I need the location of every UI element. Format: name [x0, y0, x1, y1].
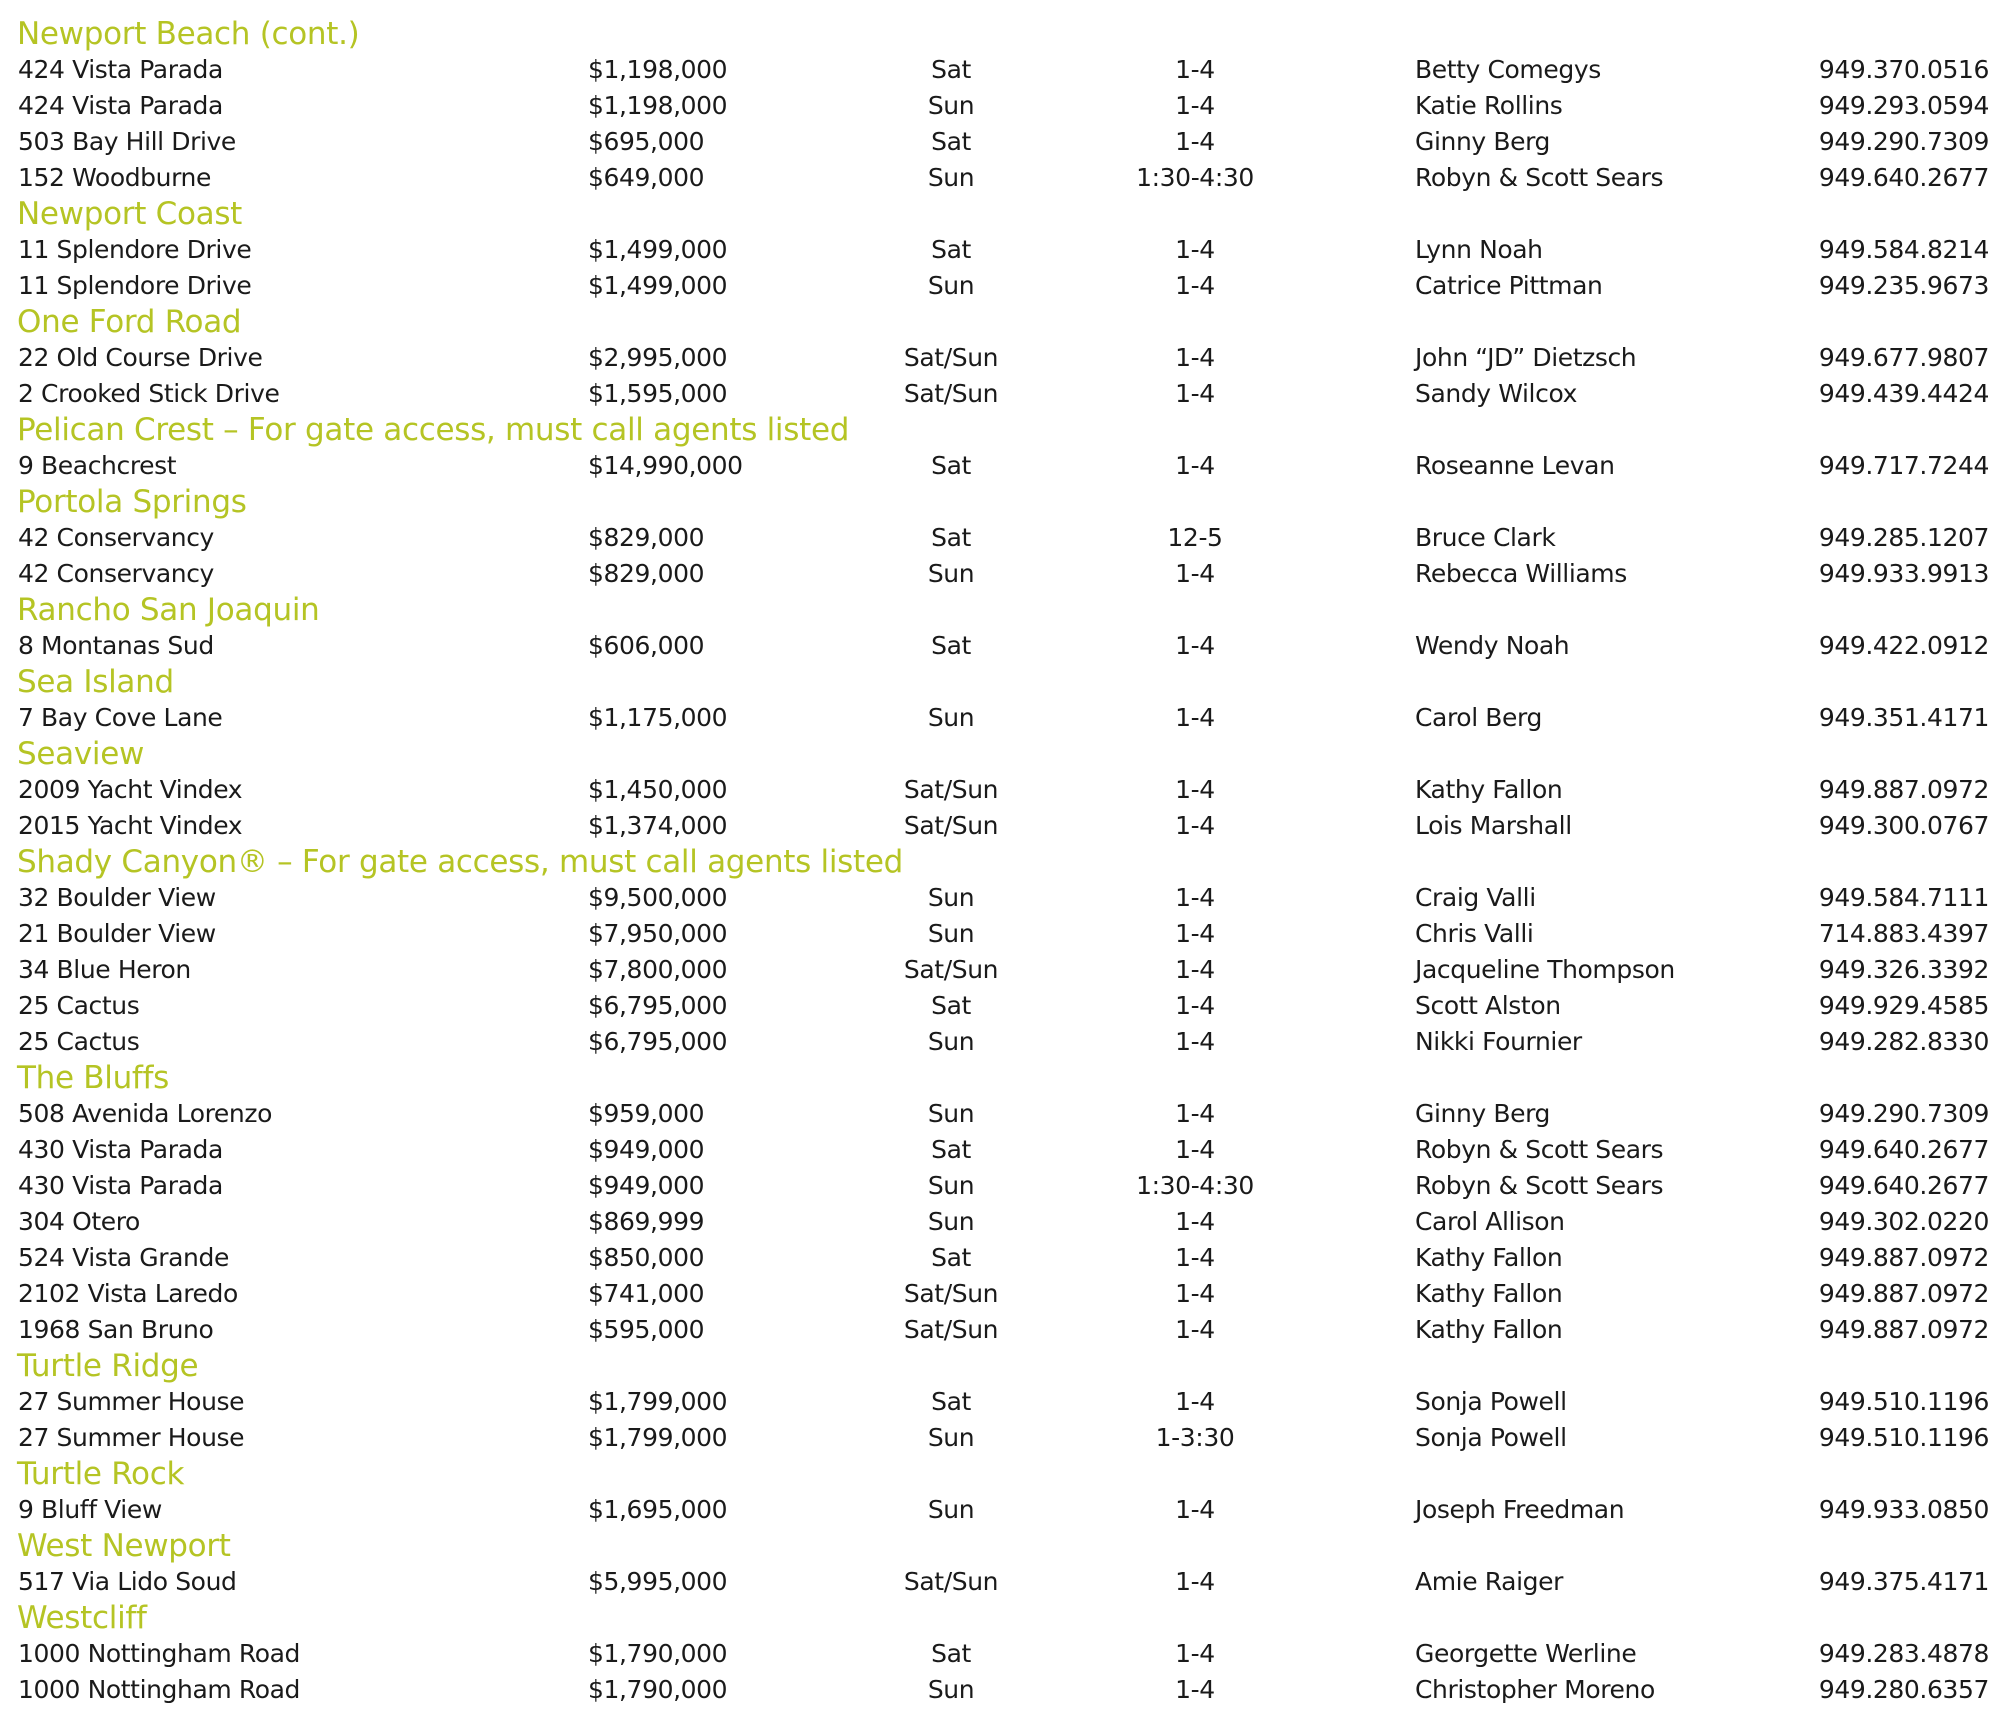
agent-cell: Roseanne Levan — [1415, 451, 1615, 480]
listing-row — [0, 232, 2014, 268]
price-cell: $695,000 — [588, 127, 705, 156]
phone-cell: 949.717.7244 — [1818, 451, 1989, 480]
phone-cell: 949.510.1196 — [1818, 1423, 1989, 1452]
section-heading: The Bluffs — [17, 1060, 170, 1096]
agent-cell: Catrice Pittman — [1415, 271, 1603, 300]
price-cell: $7,950,000 — [588, 919, 728, 948]
price-cell: $1,790,000 — [588, 1639, 728, 1668]
section-heading: Pelican Crest – For gate access, must call agents listed — [17, 412, 850, 448]
listing-row — [0, 1636, 2014, 1672]
price-cell: $1,374,000 — [588, 811, 728, 840]
address-cell: 25 Cactus — [18, 1027, 140, 1056]
address-cell: 152 Woodburne — [18, 163, 211, 192]
price-cell: $949,000 — [588, 1171, 705, 1200]
phone-cell: 949.640.2677 — [1818, 1135, 1989, 1164]
day-cell: Sat/Sun — [903, 1279, 999, 1308]
time-cell: 1-4 — [1175, 883, 1215, 912]
address-cell: 32 Boulder View — [18, 883, 216, 912]
agent-cell: Lois Marshall — [1415, 811, 1572, 840]
time-cell: 1-4 — [1175, 919, 1215, 948]
phone-cell: 714.883.4397 — [1818, 919, 1989, 948]
day-cell: Sat/Sun — [903, 379, 999, 408]
time-cell: 1:30-4:30 — [1136, 1171, 1254, 1200]
time-cell: 1-4 — [1175, 631, 1215, 660]
day-cell: Sun — [927, 1207, 975, 1236]
phone-cell: 949.933.0850 — [1818, 1495, 1989, 1524]
phone-cell: 949.235.9673 — [1818, 271, 1989, 300]
agent-cell: Bruce Clark — [1415, 523, 1556, 552]
agent-cell: Lynn Noah — [1415, 235, 1543, 264]
agent-cell: Rebecca Williams — [1415, 559, 1627, 588]
address-cell: 517 Via Lido Soud — [18, 1567, 237, 1596]
section-heading: West Newport — [17, 1528, 231, 1564]
agent-cell: Chris Valli — [1415, 919, 1534, 948]
phone-cell: 949.584.8214 — [1818, 235, 1989, 264]
address-cell: 9 Bluff View — [18, 1495, 162, 1524]
address-cell: 27 Summer House — [18, 1423, 245, 1452]
day-cell: Sun — [927, 1423, 975, 1452]
agent-cell: Carol Berg — [1415, 703, 1542, 732]
phone-cell: 949.290.7309 — [1818, 1099, 1989, 1128]
phone-cell: 949.887.0972 — [1818, 1279, 1989, 1308]
day-cell: Sat — [931, 235, 971, 264]
agent-cell: Robyn & Scott Sears — [1415, 163, 1664, 192]
price-cell: $1,198,000 — [588, 55, 728, 84]
day-cell: Sun — [927, 1675, 975, 1704]
section-heading: Turtle Rock — [17, 1456, 185, 1492]
price-cell: $959,000 — [588, 1099, 705, 1128]
phone-cell: 949.370.0516 — [1818, 55, 1989, 84]
time-cell: 1-4 — [1175, 1675, 1215, 1704]
agent-cell: Wendy Noah — [1415, 631, 1570, 660]
agent-cell: Kathy Fallon — [1415, 1315, 1563, 1344]
agent-cell: Nikki Fournier — [1415, 1027, 1582, 1056]
listing-row — [0, 808, 2014, 844]
price-cell: $1,499,000 — [588, 235, 728, 264]
address-cell: 430 Vista Parada — [18, 1135, 223, 1164]
listing-row — [0, 700, 2014, 736]
section-heading: Sea Island — [17, 664, 174, 700]
address-cell: 2009 Yacht Vindex — [18, 775, 243, 804]
address-cell: 424 Vista Parada — [18, 91, 223, 120]
price-cell: $14,990,000 — [588, 451, 743, 480]
price-cell: $5,995,000 — [588, 1567, 728, 1596]
day-cell: Sun — [927, 271, 975, 300]
day-cell: Sat — [931, 1387, 971, 1416]
agent-cell: Robyn & Scott Sears — [1415, 1135, 1664, 1164]
listing-row — [0, 448, 2014, 484]
agent-cell: Sonja Powell — [1415, 1423, 1567, 1452]
price-cell: $7,800,000 — [588, 955, 728, 984]
section-heading: Shady Canyon® – For gate access, must call agents listed — [17, 844, 904, 880]
day-cell: Sun — [927, 1027, 975, 1056]
time-cell: 1-4 — [1175, 91, 1215, 120]
listing-row — [0, 1276, 2014, 1312]
listing-row — [0, 268, 2014, 304]
time-cell: 1-4 — [1175, 955, 1215, 984]
address-cell: 503 Bay Hill Drive — [18, 127, 236, 156]
address-cell: 304 Otero — [18, 1207, 140, 1236]
phone-cell: 949.887.0972 — [1818, 775, 1989, 804]
day-cell: Sun — [927, 559, 975, 588]
listing-row — [0, 1384, 2014, 1420]
listing-row — [0, 376, 2014, 412]
price-cell: $6,795,000 — [588, 991, 728, 1020]
price-cell: $9,500,000 — [588, 883, 728, 912]
listing-row — [0, 1096, 2014, 1132]
time-cell: 1-4 — [1175, 1315, 1215, 1344]
day-cell: Sat/Sun — [903, 1315, 999, 1344]
time-cell: 1-4 — [1175, 991, 1215, 1020]
time-cell: 12-5 — [1167, 523, 1223, 552]
price-cell: $1,198,000 — [588, 91, 728, 120]
day-cell: Sat/Sun — [903, 1567, 999, 1596]
listing-row — [0, 1132, 2014, 1168]
phone-cell: 949.510.1196 — [1818, 1387, 1989, 1416]
listing-row — [0, 952, 2014, 988]
listing-row — [0, 628, 2014, 664]
day-cell: Sat — [931, 55, 971, 84]
day-cell: Sat — [931, 523, 971, 552]
address-cell: 11 Splendore Drive — [18, 271, 252, 300]
agent-cell: Kathy Fallon — [1415, 1243, 1563, 1272]
section-heading: Newport Coast — [17, 196, 243, 232]
price-cell: $595,000 — [588, 1315, 705, 1344]
agent-cell: Christopher Moreno — [1415, 1675, 1655, 1704]
listing-row — [0, 772, 2014, 808]
agent-cell: Betty Comegys — [1415, 55, 1601, 84]
phone-cell: 949.326.3392 — [1818, 955, 1989, 984]
listing-row — [0, 1312, 2014, 1348]
phone-cell: 949.640.2677 — [1818, 163, 1989, 192]
time-cell: 1-3:30 — [1155, 1423, 1235, 1452]
day-cell: Sat/Sun — [903, 343, 999, 372]
section-heading: Seaview — [17, 736, 145, 772]
phone-cell: 949.375.4171 — [1818, 1567, 1989, 1596]
time-cell: 1-4 — [1175, 1135, 1215, 1164]
address-cell: 11 Splendore Drive — [18, 235, 252, 264]
time-cell: 1-4 — [1175, 1567, 1215, 1596]
address-cell: 424 Vista Parada — [18, 55, 223, 84]
day-cell: Sat/Sun — [903, 955, 999, 984]
price-cell: $1,799,000 — [588, 1423, 728, 1452]
phone-cell: 949.677.9807 — [1818, 343, 1989, 372]
phone-cell: 949.584.7111 — [1818, 883, 1989, 912]
price-cell: $649,000 — [588, 163, 705, 192]
address-cell: 430 Vista Parada — [18, 1171, 223, 1200]
section-heading: Turtle Ridge — [17, 1348, 199, 1384]
address-cell: 21 Boulder View — [18, 919, 216, 948]
day-cell: Sat — [931, 451, 971, 480]
time-cell: 1-4 — [1175, 271, 1215, 300]
time-cell: 1-4 — [1175, 1207, 1215, 1236]
listing-row — [0, 1240, 2014, 1276]
address-cell: 42 Conservancy — [18, 523, 214, 552]
time-cell: 1-4 — [1175, 1027, 1215, 1056]
agent-cell: Kathy Fallon — [1415, 1279, 1563, 1308]
listing-row — [0, 340, 2014, 376]
time-cell: 1-4 — [1175, 1495, 1215, 1524]
agent-cell: Joseph Freedman — [1415, 1495, 1625, 1524]
price-cell: $1,790,000 — [588, 1675, 728, 1704]
price-cell: $1,799,000 — [588, 1387, 728, 1416]
time-cell: 1-4 — [1175, 1099, 1215, 1128]
price-cell: $1,175,000 — [588, 703, 728, 732]
agent-cell: Carol Allison — [1415, 1207, 1565, 1236]
day-cell: Sat — [931, 127, 971, 156]
listing-row — [0, 1168, 2014, 1204]
section-heading: Rancho San Joaquin — [17, 592, 320, 628]
listing-row — [0, 52, 2014, 88]
address-cell: 508 Avenida Lorenzo — [18, 1099, 272, 1128]
address-cell: 2102 Vista Laredo — [18, 1279, 238, 1308]
price-cell: $949,000 — [588, 1135, 705, 1164]
day-cell: Sat/Sun — [903, 811, 999, 840]
time-cell: 1-4 — [1175, 55, 1215, 84]
agent-cell: Ginny Berg — [1415, 127, 1550, 156]
listing-row — [0, 1420, 2014, 1456]
listing-row — [0, 124, 2014, 160]
listing-row — [0, 1204, 2014, 1240]
time-cell: 1-4 — [1175, 775, 1215, 804]
time-cell: 1-4 — [1175, 235, 1215, 264]
price-cell: $869,999 — [588, 1207, 705, 1236]
address-cell: 7 Bay Cove Lane — [18, 703, 223, 732]
phone-cell: 949.422.0912 — [1818, 631, 1989, 660]
section-heading: Westcliff — [17, 1600, 147, 1636]
address-cell: 25 Cactus — [18, 991, 140, 1020]
price-cell: $1,450,000 — [588, 775, 728, 804]
price-cell: $1,595,000 — [588, 379, 728, 408]
day-cell: Sun — [927, 703, 975, 732]
agent-cell: Ginny Berg — [1415, 1099, 1550, 1128]
day-cell: Sun — [927, 1099, 975, 1128]
day-cell: Sun — [927, 163, 975, 192]
time-cell: 1-4 — [1175, 343, 1215, 372]
price-cell: $1,695,000 — [588, 1495, 728, 1524]
agent-cell: Robyn & Scott Sears — [1415, 1171, 1664, 1200]
address-cell: 1000 Nottingham Road — [18, 1639, 301, 1668]
listing-row — [0, 916, 2014, 952]
agent-cell: Amie Raiger — [1415, 1567, 1563, 1596]
section-heading: Portola Springs — [17, 484, 247, 520]
price-cell: $2,995,000 — [588, 343, 728, 372]
phone-cell: 949.280.6357 — [1818, 1675, 1989, 1704]
address-cell: 8 Montanas Sud — [18, 631, 214, 660]
listing-row — [0, 1672, 2014, 1708]
day-cell: Sun — [927, 883, 975, 912]
price-cell: $829,000 — [588, 559, 705, 588]
section-heading: Newport Beach (cont.) — [17, 16, 360, 52]
time-cell: 1-4 — [1175, 1279, 1215, 1308]
day-cell: Sun — [927, 91, 975, 120]
time-cell: 1-4 — [1175, 1639, 1215, 1668]
listing-row — [0, 1564, 2014, 1600]
price-cell: $829,000 — [588, 523, 705, 552]
phone-cell: 949.640.2677 — [1818, 1171, 1989, 1200]
price-cell: $6,795,000 — [588, 1027, 728, 1056]
price-cell: $1,499,000 — [588, 271, 728, 300]
time-cell: 1-4 — [1175, 127, 1215, 156]
day-cell: Sun — [927, 1171, 975, 1200]
phone-cell: 949.300.0767 — [1818, 811, 1989, 840]
listing-row — [0, 88, 2014, 124]
phone-cell: 949.439.4424 — [1818, 379, 1989, 408]
listing-row — [0, 880, 2014, 916]
agent-cell: Kathy Fallon — [1415, 775, 1563, 804]
agent-cell: Georgette Werline — [1415, 1639, 1637, 1668]
listing-row — [0, 556, 2014, 592]
day-cell: Sun — [927, 1495, 975, 1524]
agent-cell: Jacqueline Thompson — [1415, 955, 1675, 984]
agent-cell: Sandy Wilcox — [1415, 379, 1577, 408]
agent-cell: Katie Rollins — [1415, 91, 1563, 120]
phone-cell: 949.887.0972 — [1818, 1315, 1989, 1344]
phone-cell: 949.285.1207 — [1818, 523, 1989, 552]
agent-cell: Craig Valli — [1415, 883, 1536, 912]
listing-row — [0, 988, 2014, 1024]
address-cell: 1968 San Bruno — [18, 1315, 214, 1344]
listing-row — [0, 160, 2014, 196]
time-cell: 1:30-4:30 — [1136, 163, 1254, 192]
time-cell: 1-4 — [1175, 379, 1215, 408]
address-cell: 22 Old Course Drive — [18, 343, 263, 372]
address-cell: 2015 Yacht Vindex — [18, 811, 243, 840]
agent-cell: John “JD” Dietzsch — [1415, 343, 1637, 372]
phone-cell: 949.302.0220 — [1818, 1207, 1989, 1236]
address-cell: 27 Summer House — [18, 1387, 245, 1416]
address-cell: 42 Conservancy — [18, 559, 214, 588]
phone-cell: 949.290.7309 — [1818, 127, 1989, 156]
day-cell: Sat — [931, 1135, 971, 1164]
phone-cell: 949.933.9913 — [1818, 559, 1989, 588]
time-cell: 1-4 — [1175, 451, 1215, 480]
phone-cell: 949.293.0594 — [1818, 91, 1989, 120]
address-cell: 34 Blue Heron — [18, 955, 191, 984]
phone-cell: 949.351.4171 — [1818, 703, 1989, 732]
day-cell: Sat/Sun — [903, 775, 999, 804]
agent-cell: Sonja Powell — [1415, 1387, 1567, 1416]
time-cell: 1-4 — [1175, 703, 1215, 732]
day-cell: Sun — [927, 919, 975, 948]
time-cell: 1-4 — [1175, 1387, 1215, 1416]
phone-cell: 949.887.0972 — [1818, 1243, 1989, 1272]
listing-row — [0, 1492, 2014, 1528]
section-heading: One Ford Road — [17, 304, 242, 340]
price-cell: $741,000 — [588, 1279, 705, 1308]
listing-row — [0, 520, 2014, 556]
address-cell: 2 Crooked Stick Drive — [18, 379, 280, 408]
phone-cell: 949.929.4585 — [1818, 991, 1989, 1020]
time-cell: 1-4 — [1175, 811, 1215, 840]
day-cell: Sat — [931, 991, 971, 1020]
price-cell: $850,000 — [588, 1243, 705, 1272]
time-cell: 1-4 — [1175, 1243, 1215, 1272]
listing-row — [0, 1024, 2014, 1060]
day-cell: Sat — [931, 1639, 971, 1668]
phone-cell: 949.282.8330 — [1818, 1027, 1989, 1056]
price-cell: $606,000 — [588, 631, 705, 660]
time-cell: 1-4 — [1175, 559, 1215, 588]
address-cell: 9 Beachcrest — [18, 451, 177, 480]
phone-cell: 949.283.4878 — [1818, 1639, 1989, 1668]
address-cell: 524 Vista Grande — [18, 1243, 229, 1272]
day-cell: Sat — [931, 631, 971, 660]
day-cell: Sat — [931, 1243, 971, 1272]
agent-cell: Scott Alston — [1415, 991, 1561, 1020]
open-house-listing — [0, 16, 2014, 1708]
address-cell: 1000 Nottingham Road — [18, 1675, 301, 1704]
